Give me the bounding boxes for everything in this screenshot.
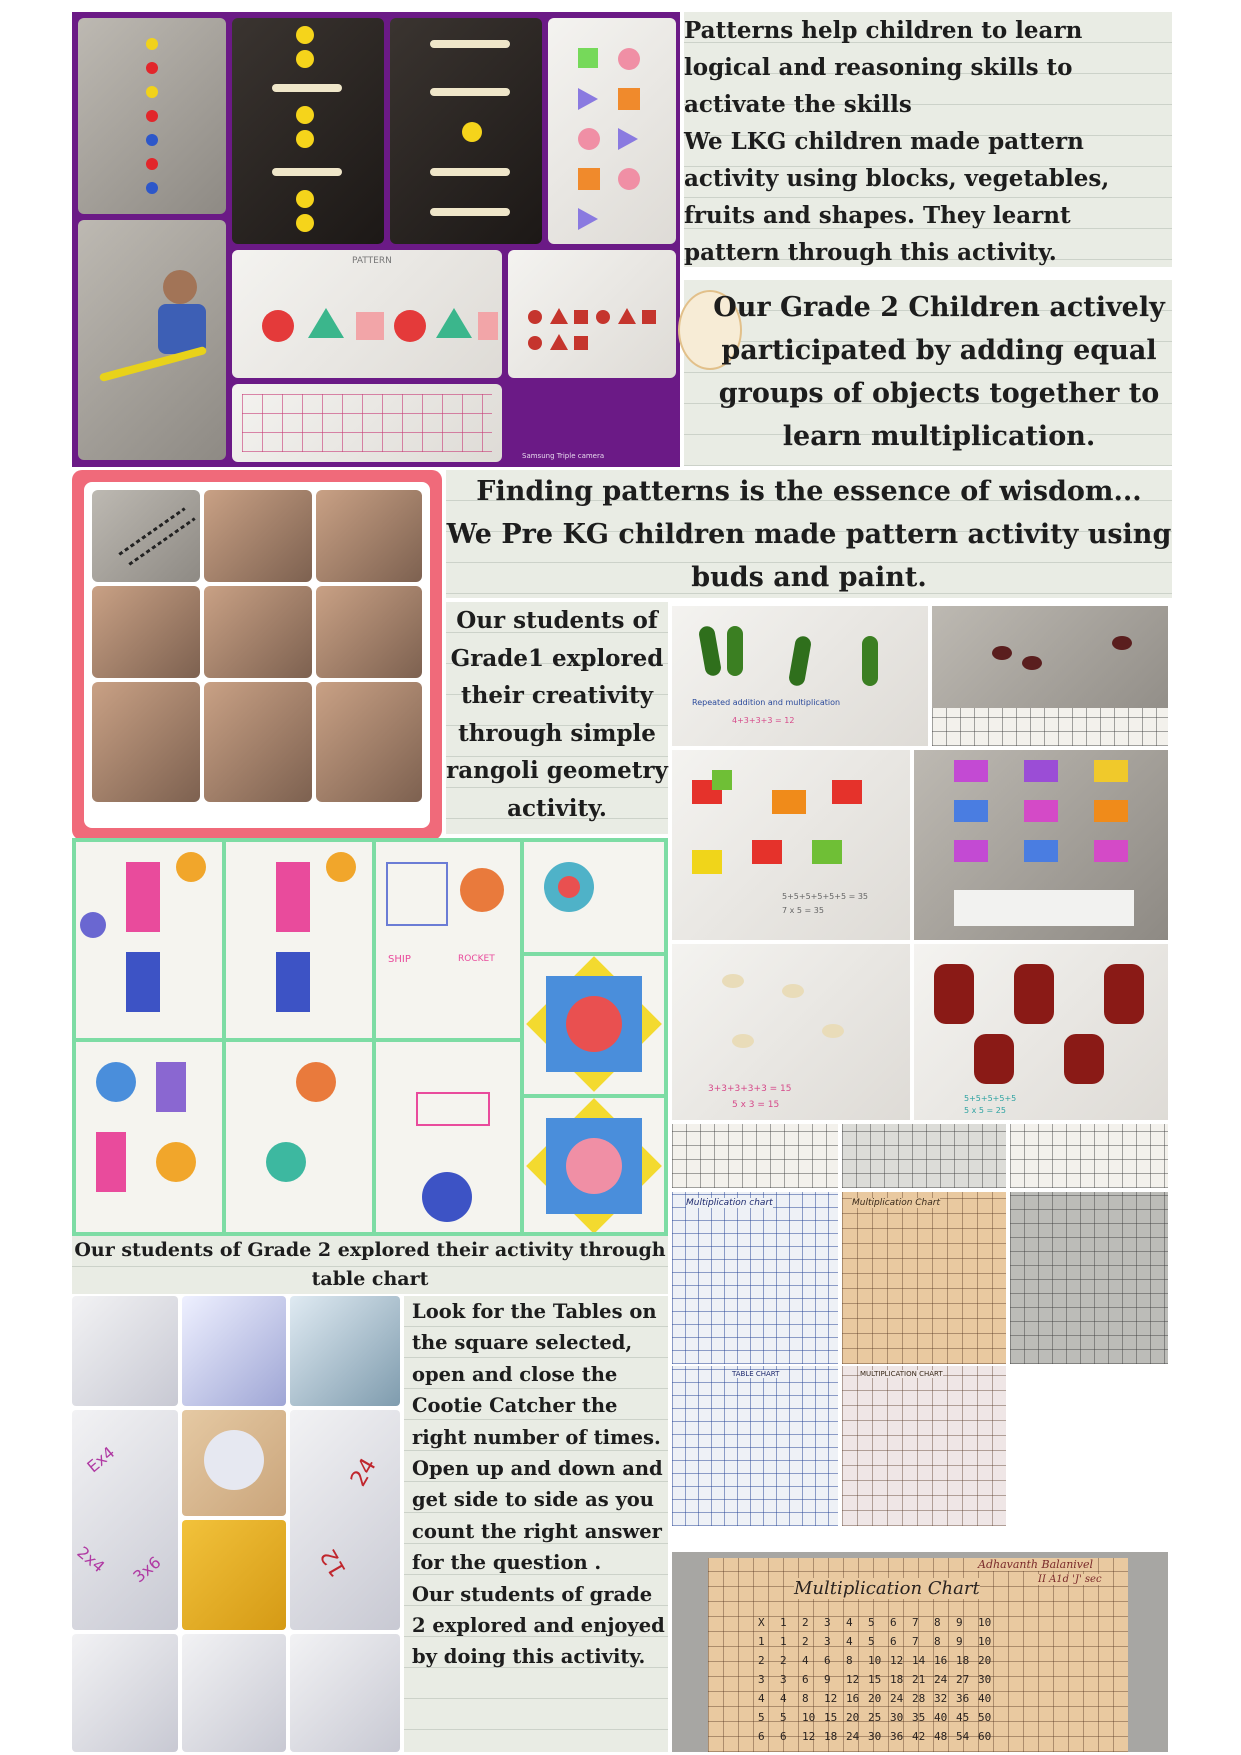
chilli-sum-label: 5+5+5+5+5 xyxy=(964,1094,1017,1103)
chana-prod-label: 5 x 3 = 15 xyxy=(732,1100,780,1110)
prekg-patterns-text: Finding patterns is the essence of wisdom... We Pre KG children made pattern activity using buds and paint. xyxy=(446,476,1172,593)
chart-cell: 6 xyxy=(802,1673,809,1686)
chart-cell: 7 xyxy=(912,1616,919,1629)
chart-cell: 4 xyxy=(780,1692,787,1705)
prekg-collage xyxy=(72,470,442,840)
chart-cell: 12 xyxy=(846,1673,860,1686)
photo-red-chillies xyxy=(914,944,1168,1120)
chart-cell: 30 xyxy=(868,1730,882,1743)
chart-cell: 16 xyxy=(934,1654,948,1667)
mult-chart-2-label: Multiplication Chart xyxy=(852,1198,941,1208)
chart-cell: 15 xyxy=(868,1673,882,1686)
cootie-label-5: 12 xyxy=(316,1544,352,1581)
chart-cell: 3 xyxy=(824,1635,831,1648)
chart-cell: 30 xyxy=(890,1711,904,1724)
prekg-photo-child-1 xyxy=(204,490,312,582)
grade2-multiplication-card xyxy=(684,280,1172,466)
prekg-photo-child-8 xyxy=(316,682,422,802)
chart-cell: 3 xyxy=(758,1673,765,1686)
grade2-multiplication-text: Our Grade 2 Children actively participated by adding equal groups of objects together to learn multiplication. xyxy=(713,292,1165,452)
chart-cell: 4 xyxy=(846,1616,853,1629)
photo-beans xyxy=(932,606,1168,746)
rocket-label: ROCKET xyxy=(458,954,495,964)
pattern-sheet-label: PATTERN xyxy=(352,256,392,266)
chart-cell: 9 xyxy=(824,1673,831,1686)
prekg-photo-child-2 xyxy=(316,490,422,582)
chart-cell: 18 xyxy=(824,1730,838,1743)
grade2-table-chart-text: Our students of Grade 2 explored their activity through table chart xyxy=(74,1239,666,1290)
chart-cell: 8 xyxy=(846,1654,853,1667)
chart-cell: 15 xyxy=(824,1711,838,1724)
rangoli-photo-robot-2 xyxy=(226,842,372,1038)
lkg-collage xyxy=(72,12,680,467)
mult-card-label: 5+5+5+5+5+5 = 35 xyxy=(782,892,869,901)
chart-cell: 18 xyxy=(890,1673,904,1686)
rangoli-photo-deer xyxy=(376,1042,520,1232)
chart-cell: 4 xyxy=(846,1635,853,1648)
cootie-photo-2 xyxy=(182,1296,286,1406)
prekg-photo-child-7 xyxy=(204,682,312,802)
chart-cell: 21 xyxy=(912,1673,926,1686)
chart-cell: 6 xyxy=(890,1635,897,1648)
chart-cell: 5 xyxy=(868,1635,875,1648)
cootie-photo-5 xyxy=(182,1410,286,1516)
mult-chart-1-label: Multiplication chart xyxy=(686,1198,773,1208)
rangoli-photo-star-2 xyxy=(524,1098,664,1232)
prekg-photo-child-6 xyxy=(92,682,200,802)
rangoli-photo-drawings xyxy=(376,842,520,1038)
chart-cell: 1 xyxy=(780,1635,787,1648)
photo-table-chart-strip-1 xyxy=(672,1124,838,1188)
photo-table-chart-strip-2 xyxy=(842,1124,1006,1188)
prekg-photo-dots xyxy=(92,490,200,582)
samsung-watermark: Samsung Triple camera xyxy=(522,452,605,460)
cootie-photo-3 xyxy=(290,1296,400,1406)
chart-cell: 12 xyxy=(824,1692,838,1705)
chart-cell: 4 xyxy=(758,1692,765,1705)
chart-cell: 60 xyxy=(978,1730,992,1743)
chart-cell: 5 xyxy=(780,1711,787,1724)
chart-cell: 8 xyxy=(802,1692,809,1705)
big-chart-name: Adhavanth Balanivel xyxy=(978,1558,1094,1571)
cootie-photo-10 xyxy=(290,1634,400,1752)
chilli-prod-label: 5 x 5 = 25 xyxy=(964,1106,1006,1115)
cootie-photo-1 xyxy=(72,1296,178,1406)
chart-cell: 1 xyxy=(758,1635,765,1648)
table-chart-label: TABLE CHART xyxy=(732,1370,780,1378)
chart-cell: 5 xyxy=(868,1616,875,1629)
chart-cell: 9 xyxy=(956,1616,963,1629)
lkg-photo-flowers-sticks-2 xyxy=(390,18,542,244)
big-chart-class: II A1d 'J' sec xyxy=(1038,1574,1102,1585)
chart-cell: 20 xyxy=(846,1711,860,1724)
chart-cell: 2 xyxy=(780,1654,787,1667)
lkg-photo-flower-beads xyxy=(78,18,226,214)
lkg-text-card xyxy=(684,12,1172,267)
photo-table-chart-strip-3 xyxy=(1010,1124,1168,1188)
chart-cell: 36 xyxy=(890,1730,904,1743)
cootie-label-4: 24 xyxy=(346,1454,382,1491)
chart-cell: 30 xyxy=(978,1673,992,1686)
chart-cell: 2 xyxy=(758,1654,765,1667)
chart-cell: 1 xyxy=(780,1616,787,1629)
chart-cell: 6 xyxy=(890,1616,897,1629)
photo-colour-blocks-2 xyxy=(914,750,1168,940)
cootie-label-3: 3x6 xyxy=(129,1552,165,1587)
rangoli-photo-robot-1 xyxy=(76,842,222,1038)
cootie-label-2: 2x4 xyxy=(73,1542,109,1577)
mult-card-label-2: 7 x 5 = 35 xyxy=(782,906,824,915)
cootie-photo-4 xyxy=(72,1410,178,1630)
chart-cell: 10 xyxy=(802,1711,816,1724)
chart-cell: 2 xyxy=(802,1635,809,1648)
photo-mult-chart-1 xyxy=(672,1192,838,1364)
photo-big-mult-chart xyxy=(672,1552,1168,1752)
photo-chana xyxy=(672,944,910,1120)
photo-green-chillies xyxy=(672,606,928,746)
addition-sum-label: 4+3+3+3 = 12 xyxy=(732,716,795,725)
mult-chart-3-label: MULTIPLICATION CHART xyxy=(860,1370,943,1378)
grade1-text-card xyxy=(446,602,668,834)
chart-cell: 32 xyxy=(934,1692,948,1705)
big-chart-title: Multiplication Chart xyxy=(794,1578,980,1599)
cootie-catcher-text: Look for the Tables on the square selected, open and close the Cootie Catcher the right number of times. Open up and down and get side to side as you count the right answer for the question . Our students of grade 2 explored and enjoyed by doing this activity. xyxy=(412,1300,665,1669)
cootie-photo-7 xyxy=(290,1410,400,1630)
lkg-photo-pattern-sheet xyxy=(232,250,502,378)
lkg-patterns-text: Patterns help children to learn logical and reasoning skills to activate the skills We LKG children made pattern activity using blocks, vegetables, fruits and shapes. They learnt pattern through this activity. xyxy=(684,17,1110,266)
cootie-photo-6 xyxy=(182,1520,286,1630)
chart-cell: 6 xyxy=(780,1730,787,1743)
chart-cell: 12 xyxy=(890,1654,904,1667)
chart-cell: 6 xyxy=(758,1730,765,1743)
chart-cell: 20 xyxy=(978,1654,992,1667)
prekg-photo-child-4 xyxy=(204,586,312,678)
chart-cell: 54 xyxy=(956,1730,970,1743)
lkg-photo-flowers-sticks-1 xyxy=(232,18,384,244)
chart-cell: 9 xyxy=(956,1635,963,1648)
photo-mult-chart-3 xyxy=(842,1366,1006,1526)
chart-cell: 16 xyxy=(846,1692,860,1705)
ship-label: SHIP xyxy=(388,954,411,965)
chart-cell: 8 xyxy=(934,1616,941,1629)
lkg-photo-child-floor xyxy=(78,220,226,460)
chana-sum-label: 3+3+3+3+3 = 15 xyxy=(708,1084,792,1094)
chart-cell: 27 xyxy=(956,1673,970,1686)
lkg-photo-shapes-column xyxy=(548,18,676,244)
photo-mult-chart-2 xyxy=(842,1192,1006,1364)
chart-cell: 3 xyxy=(824,1616,831,1629)
chart-cell: 24 xyxy=(934,1673,948,1686)
chart-cell: 6 xyxy=(824,1654,831,1667)
prekg-text-card xyxy=(446,470,1172,598)
cootie-label-1: Ex4 xyxy=(83,1442,119,1477)
chart-cell: 20 xyxy=(868,1692,882,1705)
big-chart-numbers xyxy=(758,1614,998,1750)
chart-cell: 10 xyxy=(978,1635,992,1648)
chart-cell: 24 xyxy=(890,1692,904,1705)
cootie-photo-8 xyxy=(72,1634,178,1752)
chart-cell: 14 xyxy=(912,1654,926,1667)
chart-cell: 45 xyxy=(956,1711,970,1724)
chart-cell: 7 xyxy=(912,1635,919,1648)
chart-cell: 12 xyxy=(802,1730,816,1743)
chart-cell: 2 xyxy=(802,1616,809,1629)
table-chart-caption-card xyxy=(72,1236,668,1294)
chart-cell: 42 xyxy=(912,1730,926,1743)
chart-cell: 10 xyxy=(868,1654,882,1667)
chart-cell: 36 xyxy=(956,1692,970,1705)
cootie-photo-9 xyxy=(182,1634,286,1752)
chart-cell: 18 xyxy=(956,1654,970,1667)
lkg-photo-red-shapes xyxy=(508,250,676,378)
rangoli-photo-flower-sketch xyxy=(524,842,664,952)
chart-cell: 40 xyxy=(934,1711,948,1724)
photo-table-chart-blue xyxy=(672,1366,838,1526)
chart-cell: 50 xyxy=(978,1711,992,1724)
rangoli-photo-star-1 xyxy=(524,956,664,1094)
rangoli-collage xyxy=(72,838,668,1236)
chart-cell: 25 xyxy=(868,1711,882,1724)
chart-cell: 48 xyxy=(934,1730,948,1743)
cootie-text-card xyxy=(404,1296,668,1752)
rangoli-photo-mixed-2 xyxy=(226,1042,372,1232)
chart-cell: X xyxy=(758,1616,765,1629)
chart-cell: 24 xyxy=(846,1730,860,1743)
chart-cell: 35 xyxy=(912,1711,926,1724)
chart-cell: 5 xyxy=(758,1711,765,1724)
chart-cell: 4 xyxy=(802,1654,809,1667)
lkg-photo-shape-chart xyxy=(232,384,502,462)
chart-cell: 3 xyxy=(780,1673,787,1686)
chart-cell: 40 xyxy=(978,1692,992,1705)
photo-mult-chart-dark xyxy=(1010,1192,1168,1364)
cootie-collage xyxy=(72,1296,400,1752)
photo-colour-blocks-1 xyxy=(672,750,910,940)
chart-cell: 10 xyxy=(978,1616,992,1629)
addition-card-label: Repeated addition and multiplication xyxy=(692,698,841,707)
rangoli-photo-mixed-1 xyxy=(76,1042,222,1232)
chart-cell: 8 xyxy=(934,1635,941,1648)
prekg-photo-child-3 xyxy=(92,586,200,678)
grade1-rangoli-text: Our students of Grade1 explored their creativity through simple rangoli geometry activity. xyxy=(446,607,668,822)
prekg-photo-child-5 xyxy=(316,586,422,678)
chart-cell: 28 xyxy=(912,1692,926,1705)
